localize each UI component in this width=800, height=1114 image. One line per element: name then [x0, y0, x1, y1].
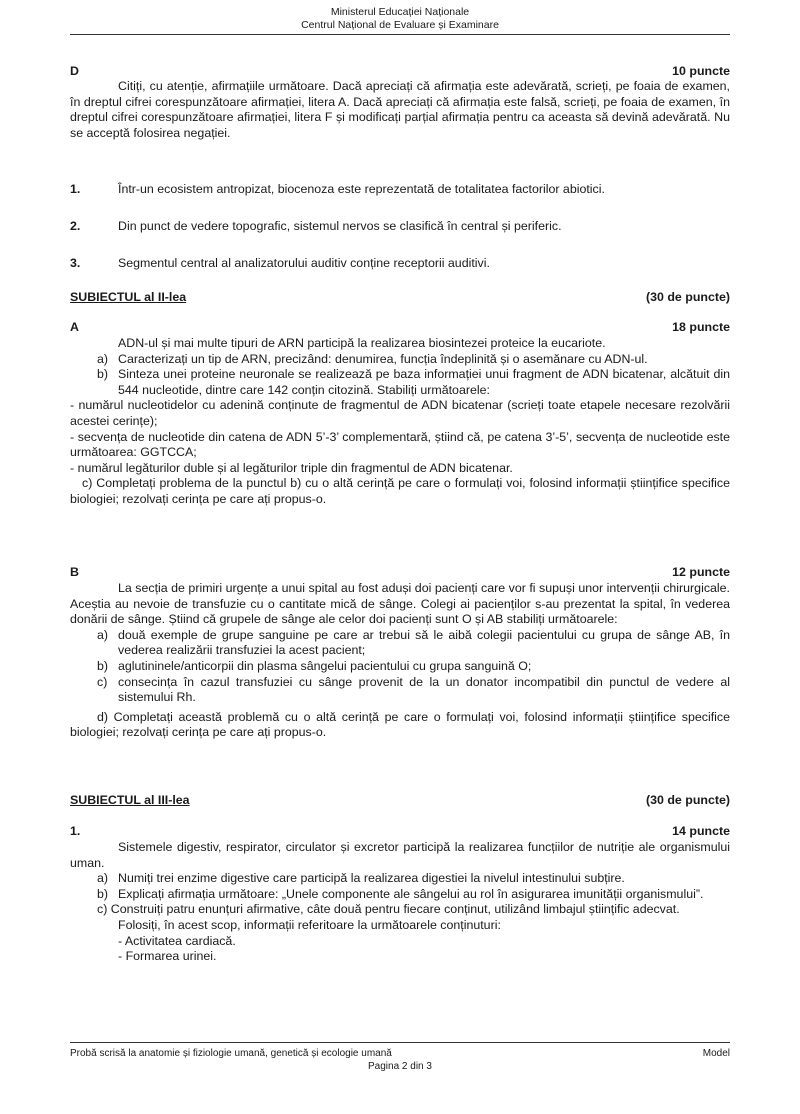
statement-number: 2. [70, 219, 81, 233]
requirement-3: - numărul legăturilor duble și al legăturilor triple din fragmentul de ADN bicatenar. [70, 460, 513, 475]
item-b [70, 659, 730, 675]
center-name: Centrul Național de Evaluare și Examinare [301, 18, 499, 31]
item-b [70, 887, 730, 903]
statement-number: 1. [70, 182, 81, 196]
item-d: d) Completați această problemă cu o altă cerință pe care o formulați voi, folosind informații științifice specifice biologiei; rezolvați cerința pe care ați propus-o. [70, 709, 730, 740]
usage-instruction: Folosiți, în acest scop, informații referitoare la următoarele conținuturi: [118, 917, 501, 932]
item-b [70, 367, 730, 398]
topic-1: - Activitatea cardiacă. [118, 933, 236, 948]
footer-divider [70, 1042, 730, 1043]
item-c [70, 675, 730, 706]
subject-3-points: (30 de puncte) [646, 793, 730, 807]
subject-2-points: (30 de puncte) [646, 290, 730, 304]
item-text: Numiți trei enzime digestive care participă la realizarea digestiei la nivelul intestinului subțire. [118, 871, 625, 886]
section-b-body [70, 581, 730, 741]
item-text: consecința în cazul transfuziei cu sânge provenit de la un donator incompatibil din punctul de vedere al sistemului Rh. [118, 674, 730, 705]
header-divider [70, 34, 730, 35]
item-a [70, 871, 730, 887]
item-text: Sinteza unei proteine neuronale se realizează pe baza informației unui fragment de ADN bicatenar, alcătuit din 544 nucleotide, dintre care 142 conțin citozină. Stabiliți următoarele: [118, 367, 730, 397]
item-key: b) [97, 367, 109, 382]
statement-text: Segmentul central al analizatorului auditiv conține receptorii auditivi. [118, 256, 490, 270]
section-b-label: B [70, 565, 79, 579]
item-text: aglutininele/anticorpii din plasma sângelui pacientului cu grupa sanguină O; [118, 658, 532, 673]
section-d-points: 10 puncte [672, 64, 730, 78]
statement-number: 3. [70, 256, 81, 270]
section-a-points: 18 puncte [672, 320, 730, 334]
subject-2-title: SUBIECTUL al II-lea [70, 290, 187, 304]
section-a-body [70, 336, 730, 508]
document-header [70, 6, 730, 31]
item-key: a) [97, 871, 109, 886]
item-key: a) [97, 627, 109, 642]
section-d-instructions: Citiți, cu atenție, afirmațiile următoare. Dacă apreciați că afirmația este adevărată, scrieți, pe foaia de examen, în dreptul cifrei corespunzătoare afirmației, litera A. Dacă apreciați că afirmația este falsă, scrieți, pe foaia de examen, în dreptul cifrei corespunzătoare afirmației, litera F și modificați parțial afirmația pentru ca aceasta să devină adevărată. Nu se acceptă folosirea negației. [70, 79, 730, 140]
topic-2: - Formarea urinei. [118, 949, 217, 964]
page-number: Pagina 2 din 3 [368, 1061, 432, 1072]
item-a [70, 628, 730, 659]
section-b-intro: La secția de primiri urgențe a unui spital au fost aduși doi pacienți care vor fi supuși unor intervenții chirurgicale. Aceștia au nevoie de transfuzie cu o cantitate mică de sânge. Colegi ai pacienților s-au prezentat la spital, în vederea donării de sânge. Știind că grupele de sânge ale celor doi pacienți sunt O și AB stabiliți următoarele: [70, 581, 730, 627]
subject-3-title: SUBIECTUL al III-lea [70, 793, 190, 807]
item-text: Explicați afirmația următoare: „Unele componente ale sângelui au rol în asigurarea imunității organismului”. [118, 886, 704, 901]
question-1-label: 1. [70, 824, 81, 838]
item-key: b) [97, 658, 109, 673]
item-key: b) [97, 886, 109, 901]
requirement-1: - numărul nucleotidelor cu adenină conținute de fragmentul de ADN bicatenar (scrieți toate etapele necesare rezolvării acestei cerințe); [70, 398, 730, 428]
item-c: c) Completați problema de la punctul b) cu o altă cerință pe care o formulați voi, folosind informații științifice specifice biologiei; rezolvați cerința pe care ați propus-o. [70, 476, 730, 506]
statement-text: Din punct de vedere topografic, sistemul nervos se clasifică în central și periferic. [118, 219, 562, 233]
question-1-body [70, 840, 730, 965]
question-1-intro: Sistemele digestiv, respirator, circulator și excretor participă la realizarea funcțiilor de nutriție ale organismului uman. [70, 840, 730, 870]
requirement-2: - secvența de nucleotide din catena de ADN 5’-3’ complementară, știind că, pe catena 3’-5’, secvența de nucleotide este următoarea: GGTCCA; [70, 429, 730, 460]
section-b-points: 12 puncte [672, 565, 730, 579]
ministry-name: Ministerul Educației Naționale [330, 6, 470, 18]
model-label: Model [702, 1048, 730, 1059]
exam-title-footer: Probă scrisă la anatomie și fiziologie umană, genetică și ecologie umană [70, 1048, 392, 1059]
item-key: c) [97, 674, 108, 689]
item-key: a) [97, 351, 109, 366]
item-text: două exemple de grupe sanguine pe care ar trebui să le aibă colegii pacientului cu grupa de sânge AB, în vederea realizării transfuziei la acest pacient; [118, 627, 730, 658]
exam-page [70, 0, 730, 1114]
section-a-intro: ADN-ul și mai multe tipuri de ARN participă la realizarea biosintezei proteice la eucariote. [118, 336, 606, 350]
section-d-label: D [70, 64, 79, 78]
question-1-points: 14 puncte [672, 824, 730, 838]
item-c: c) Construiți patru enunțuri afirmative, câte două pentru fiecare conținut, utilizând limbajul științific adecvat. [97, 902, 680, 917]
statement-text: Într-un ecosistem antropizat, biocenoza este reprezentată de totalitatea factorilor abiotici. [118, 182, 605, 196]
item-text: Caracterizați un tip de ARN, precizând: denumirea, funcția îndeplinită și o asemănare cu ADN-ul. [118, 351, 648, 366]
item-a [70, 352, 730, 368]
section-a-label: A [70, 320, 79, 334]
